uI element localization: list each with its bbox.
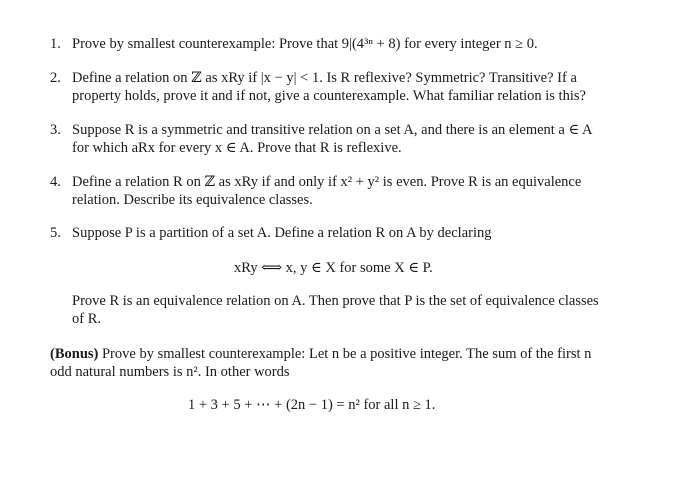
bonus-display-equation: 1 + 3 + 5 + ⋯ + (2n − 1) = n² for all n ≥ 1. [188,397,436,413]
problem-2-number: 2. [50,70,61,86]
bonus-label: (Bonus) [50,346,99,362]
problem-4-line-1: Define a relation R on ℤ as xRy if and only if x² + y² is even. Prove R is an equivalence [72,174,582,190]
problem-5-display-equation: xRy ⟺ x, y ∈ X for some X ∈ P. [234,260,433,276]
bonus-line-1-text: Prove by smallest counterexample: Let n be a positive integer. The sum of the first n [98,346,592,362]
problem-2-line-2: property holds, prove it and if not, give a counterexample. What familiar relation is this? [72,88,586,104]
problem-3-line-2: for which aRx for every x ∈ A. Prove that R is reflexive. [72,140,402,156]
bonus-line-1 [50,346,591,363]
problem-5-after-line-2: of R. [72,311,101,327]
bonus-line-2: odd natural numbers is n². In other words [50,364,290,380]
problem-4-number: 4. [50,174,61,190]
problem-4-line-2: relation. Describe its equivalence classes. [72,192,313,208]
problem-5-number: 5. [50,225,61,241]
problem-3-number: 3. [50,122,61,138]
problem-1-number: 1. [50,36,61,52]
problem-1-line-1: Prove by smallest counterexample: Prove that 9|(4³ⁿ + 8) for every integer n ≥ 0. [72,36,538,52]
problem-2-line-1: Define a relation on ℤ as xRy if |x − y| < 1. Is R reflexive? Symmetric? Transitive? If a [72,70,577,86]
problem-3-line-1: Suppose R is a symmetric and transitive relation on a set A, and there is an element a ∈ A [72,122,593,138]
problem-5-line-1: Suppose P is a partition of a set A. Define a relation R on A by declaring [72,225,492,241]
problem-5-after-line-1: Prove R is an equivalence relation on A. Then prove that P is the set of equivalence classes [72,293,599,309]
